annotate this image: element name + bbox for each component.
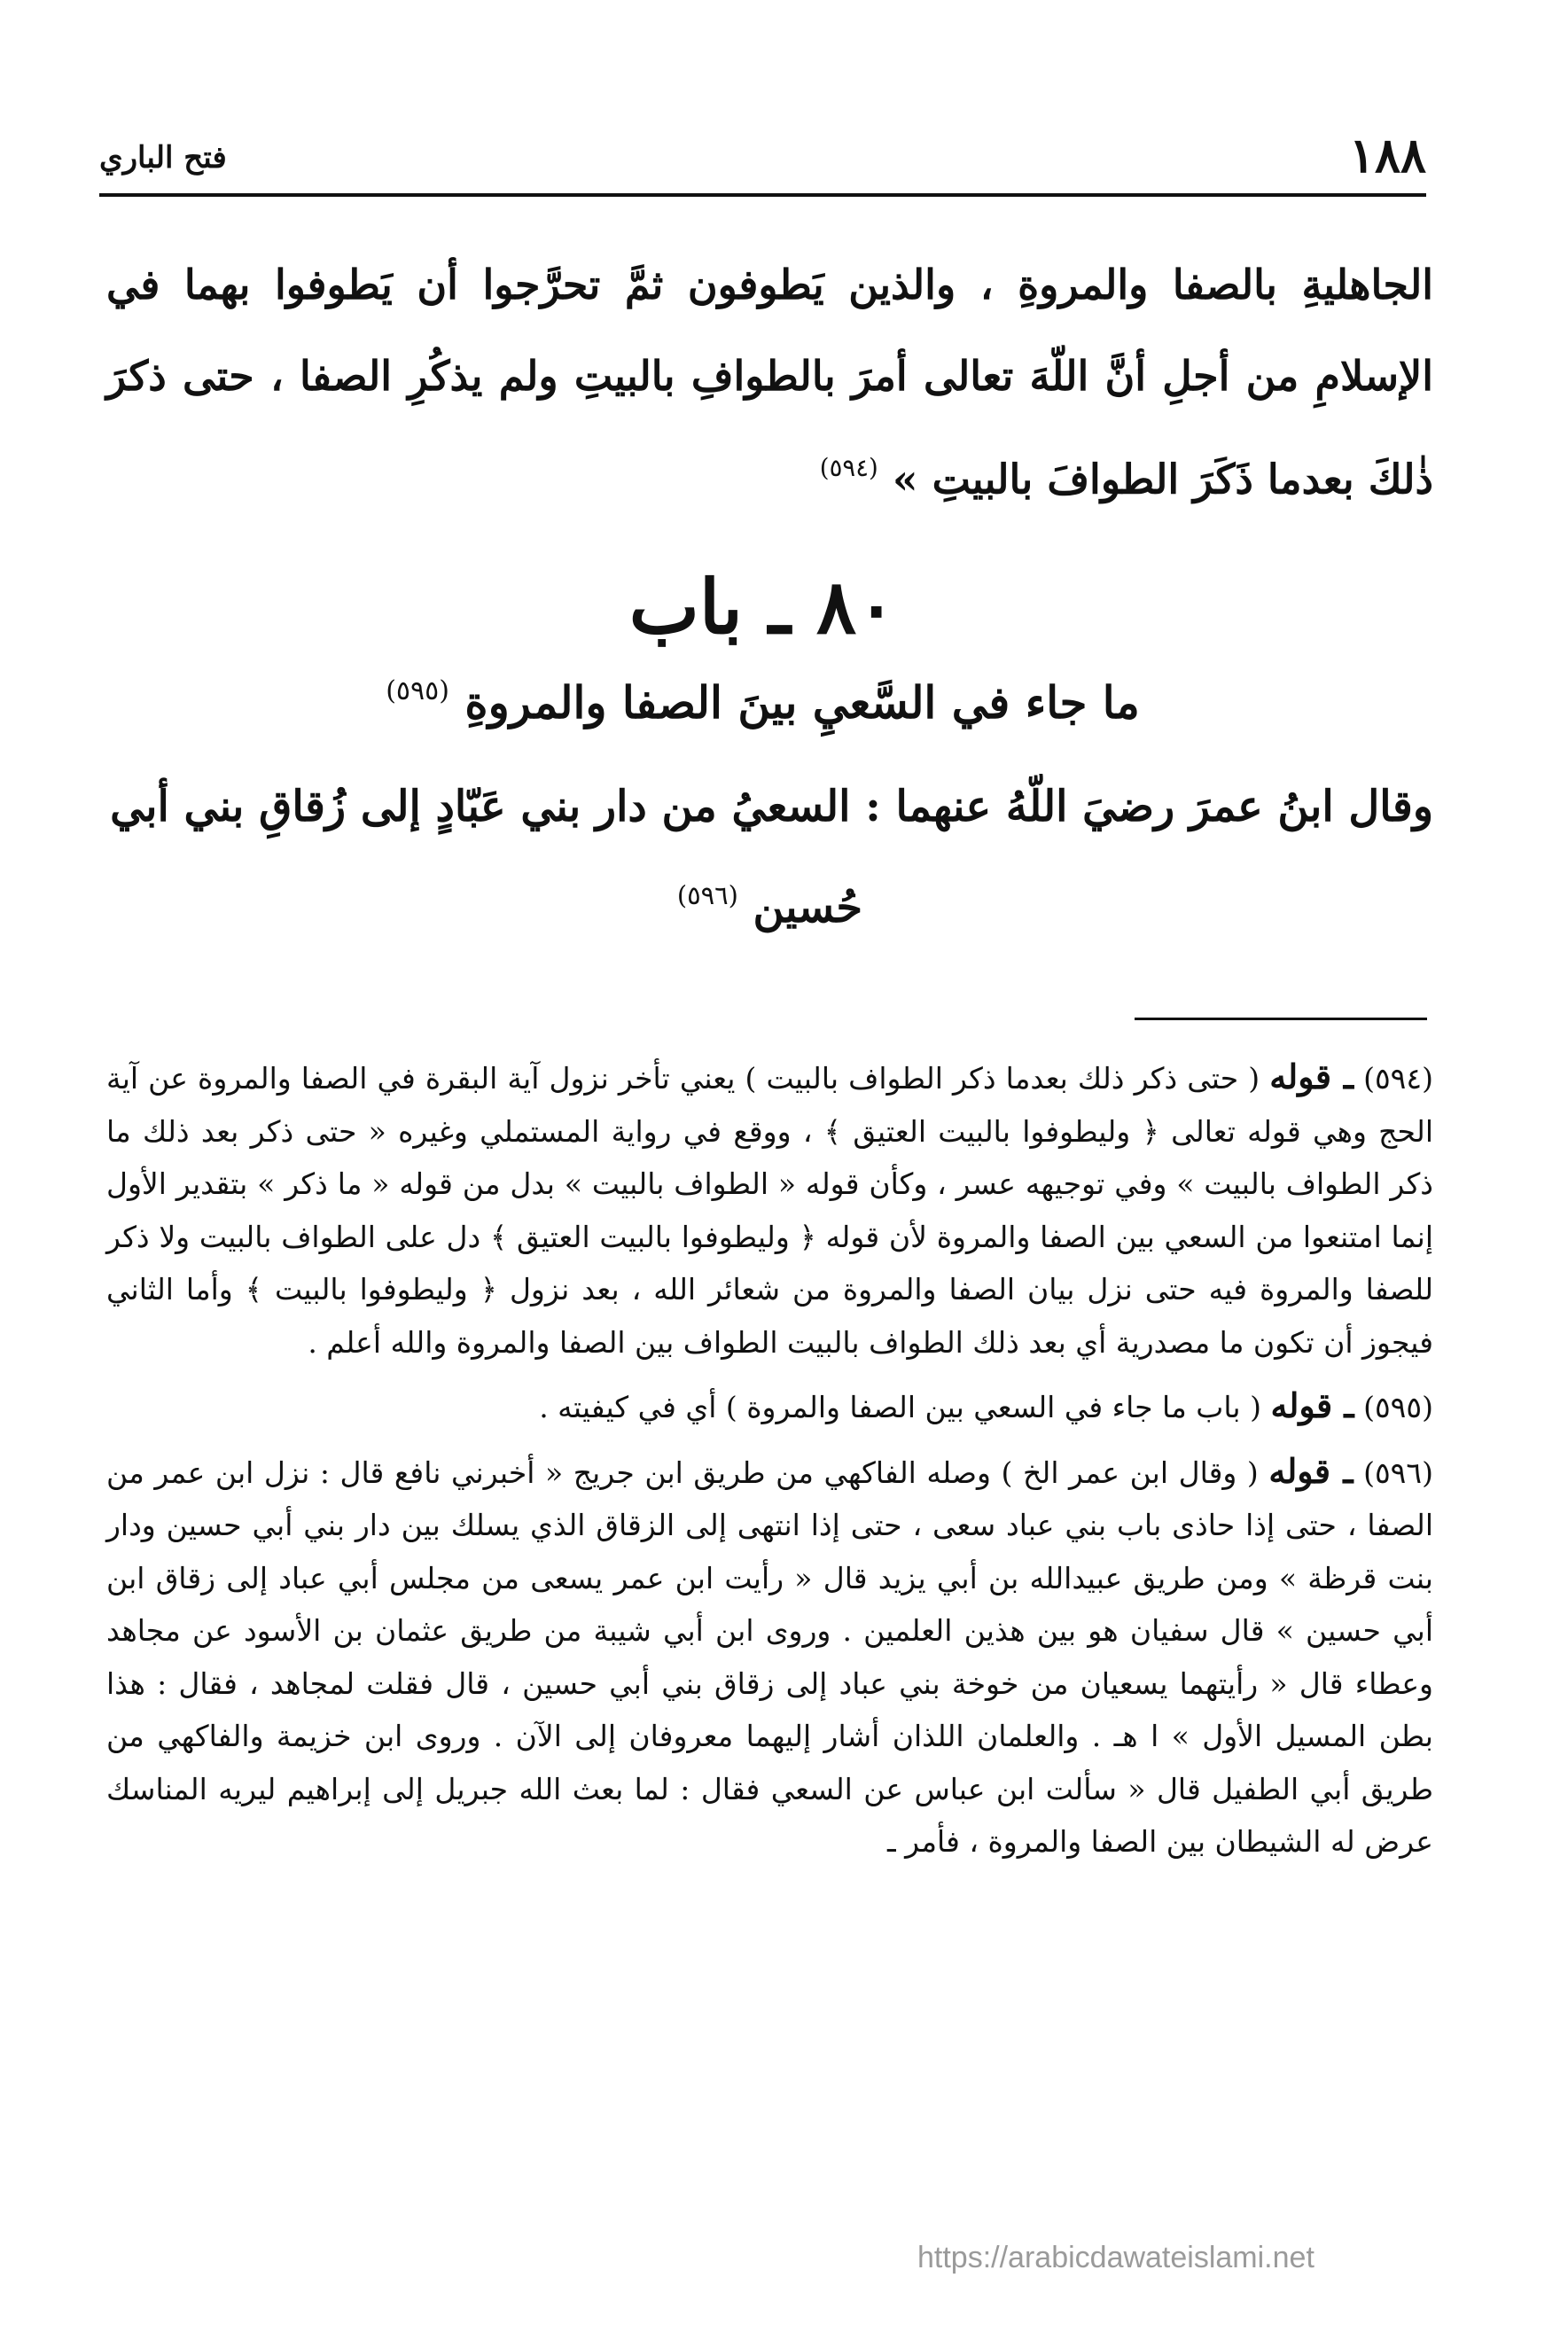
page-number: ١٨٨ (1348, 127, 1426, 183)
footnote-number: (٥٩٥) (1363, 1390, 1433, 1424)
page-header (99, 124, 1426, 186)
header-divider (99, 193, 1426, 197)
footnote-ref-596: (٥٩٦) (676, 880, 738, 910)
watermark-url: https://arabicdawateislami.net (917, 2241, 1314, 2274)
footnote-594 (106, 1050, 1433, 1369)
chapter-heading: ٨٠ ـ باب (628, 563, 897, 651)
quote-block (106, 762, 1433, 952)
footnote-ref-595: (٥٩٥) (386, 675, 449, 706)
quote-line: حُسين (753, 883, 863, 933)
footnotes (106, 1050, 1433, 1868)
chapter-subtitle-text: ما جاء في السَّعيِ بينَ الصفا والمروةِ (464, 676, 1140, 729)
main-text (106, 239, 1433, 525)
footnote-keyword: ـ قوله (1269, 1057, 1353, 1096)
main-text-line: ذكرَ ذٰلكَ بعدما ذَكَرَ الطوافَ بالبيتِ » (106, 352, 1433, 503)
footnote-keyword: ـ قوله (1268, 1450, 1353, 1491)
main-text-line: الجاهليةِ بالصفا والمروةِ ، والذين يَطوفون ثمَّ تحرَّجوا أن يَطوفوا بهما في (106, 261, 1433, 308)
footnote-divider (1135, 1018, 1427, 1020)
footnote-595 (106, 1379, 1433, 1434)
footnote-keyword: ـ قوله (1270, 1385, 1354, 1425)
quote-line: وقال ابنُ عمرَ رضيَ اللّهُ عنهما : السعيُ من دار بني عَبّادٍ إلى زُقاقِ بني أبي (110, 782, 1433, 831)
main-text-line: الإسلامِ من أجلِ أنَّ اللّهَ تعالى أمرَ بالطوافِ بالبيتِ ولم يذكُرِ الصفا ، حتى (183, 352, 1434, 400)
footnote-number: (٥٩٦) (1363, 1455, 1433, 1490)
book-title: فتح الباري (99, 140, 227, 176)
footnote-ref-594: (٥٩٤) (819, 453, 878, 482)
quote-last-line (106, 851, 1433, 952)
footnote-596 (106, 1445, 1433, 1868)
footnote-text: ( باب ما جاء في السعي بين الصفا والمروة ) أي في كيفيته . (539, 1390, 1261, 1424)
footnote-text: ( حتى ذكر ذلك بعدما ذكر الطواف بالبيت ) يعني تأخر نزول آية البقرة في الصفا والمروة عن آية الحج وهي قوله تعالى ﴿ وليطوفوا بالبيت العتيق ﴾ ، ووقع في رواية المستملي وغيره « حتى ذكر بعد ذلك ما ذكر الطواف بالبيت » وفي توجيهه عسر ، وكأن قوله « الطواف بالبيت » بدل من قوله « ما ذكر » بتقدير الأول إنما امتنعوا من السعي بين الصفا والمروة لأن قوله ﴿ وليطوفوا بالبيت العتيق ﴾ دل على الطواف بالبيت ولا ذكر للصفا والمروة فيه حتى نزل بيان الصفا والمروة من شعائر الله ، بعد نزول ﴿ وليطوفوا بالبيت ﴾ وأما الثاني فيجوز أن تكون ما مصدرية أي بعد ذلك الطواف بالبيت الطواف بين الصفا والمروة والله أعلم . (106, 1061, 1433, 1360)
footnote-text: ( وقال ابن عمر الخ ) وصله الفاكهي من طريق ابن جريج « أخبرني نافع قال : نزل ابن عمر من الصفا ، حتى إذا حاذى باب بني عباد سعى ، حتى إذا انتهى إلى الزقاق الذي يسلك بين دار بني أبي حسين ودار بنت قرظة » ومن طريق عبيدالله بن أبي يزيد قال « رأيت ابن عمر يسعى من مجلس أبي عباد إلى زقاق ابن أبي حسين » قال سفيان هو بين هذين العلمين . وروى ابن أبي شيبة من طريق عثمان بن الأسود عن مجاهد وعطاء قال « رأيتهما يسعيان من خوخة بني عباد إلى زقاق بني أبي حسين ، قال فقلت لمجاهد ، فقال : هذا بطن المسيل الأول » ا هـ . والعلمان اللذان أشار إليهما معروفان إلى الآن . وروى ابن خزيمة والفاكهي من طريق أبي الطفيل قال « سألت ابن عباس عن السعي فقال : لما بعث الله جبريل إلى إبراهيم ليريه المناسك عرض له الشيطان بين الصفا والمروة ، فأمر ـ (106, 1455, 1433, 1859)
footnote-number: (٥٩٤) (1363, 1061, 1434, 1096)
chapter-subtitle (99, 656, 1426, 738)
